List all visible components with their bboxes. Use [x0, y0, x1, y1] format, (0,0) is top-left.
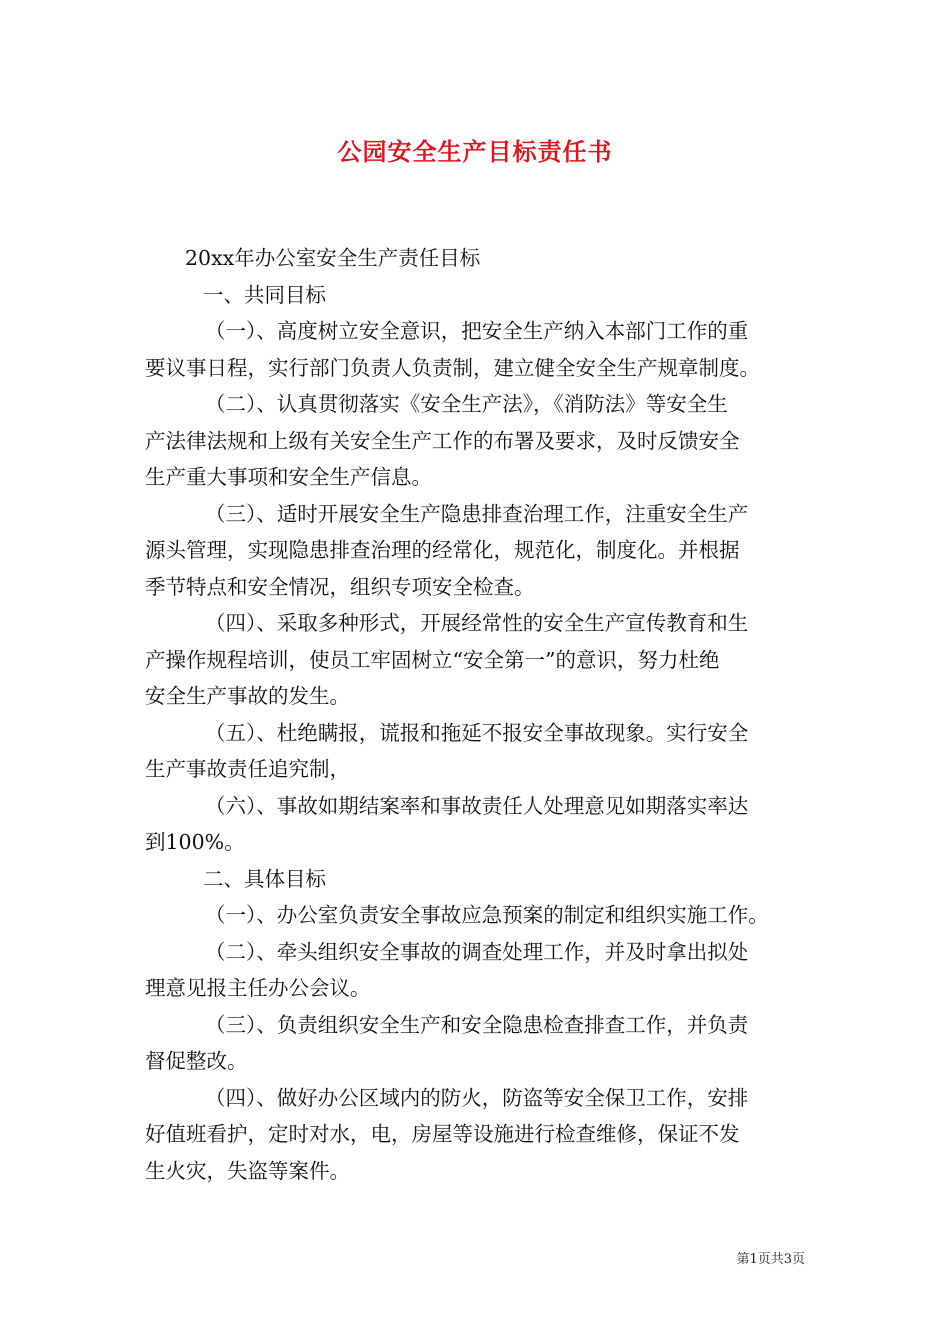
paragraph-line: 生产事故责任追究制， [145, 757, 350, 781]
document-title: 公园安全生产目标责任书 [337, 137, 613, 166]
paragraph-line: （四）、做好办公区域内的防火，防盗等安全保卫工作，安排 [205, 1085, 749, 1110]
section-heading: 二、具体目标 [203, 866, 326, 891]
subtitle: 20xx年办公室安全生产责任目标 [185, 246, 481, 270]
paragraph-line: （三）、适时开展安全生产隐患排查治理工作，注重安全生产 [205, 501, 749, 526]
paragraph-line: （五）、杜绝瞒报，谎报和拖延不报安全事故现象。实行安全 [205, 720, 749, 745]
paragraph-line: 督促整改。 [145, 1049, 248, 1073]
paragraph-line: （三）、负责组织安全生产和安全隐患检查排查工作，并负责 [205, 1012, 749, 1037]
paragraph-line: 产操作规程培训，使员工牢固树立“安全第一”的意识，努力杜绝 [145, 647, 720, 672]
paragraph-line: （六）、事故如期结案率和事故责任人处理意见如期落实率达 [205, 793, 749, 818]
paragraph-line: 源头管理，实现隐患排查治理的经常化，规范化，制度化。并根据 [145, 538, 740, 562]
paragraph-line: 生产重大事项和安全生产信息。 [145, 465, 432, 489]
paragraph-line: 要议事日程，实行部门负责人负责制，建立健全安全生产规章制度。 [145, 355, 760, 380]
paragraph-line: （二）、认真贯彻落实《安全生产法》，《消防法》等安全生 [205, 392, 728, 416]
paragraph-line: （二）、牵头组织安全事故的调查处理工作，并及时拿出拟处 [205, 939, 749, 964]
paragraph-line: 好值班看护，定时对水，电，房屋等设施进行检查维修，保证不发 [145, 1122, 740, 1146]
paragraph-line: 到100%。 [145, 830, 245, 854]
paragraph-line: 生火灾，失盗等案件。 [145, 1158, 350, 1183]
paragraph-line: （四）、采取多种形式，开展经常性的安全生产宣传教育和生 [205, 611, 749, 635]
paragraph-line: 理意见报主任办公会议。 [145, 976, 371, 1000]
document-body [145, 240, 813, 1189]
page-number: 第1页共3页 [736, 1252, 805, 1267]
paragraph-line: 产法律法规和上级有关安全生产工作的布署及要求，及时反馈安全 [145, 428, 740, 453]
paragraph-line: （一）、办公室负责安全事故应急预案的制定和组织实施工作。 [205, 903, 769, 927]
paragraph-line: 安全生产事故的发生。 [145, 684, 350, 708]
paragraph-line: （一）、高度树立安全意识，把安全生产纳入本部门工作的重 [205, 319, 749, 343]
section-heading: 一、共同目标 [203, 282, 326, 307]
paragraph-line: 季节特点和安全情况，组织专项安全检查。 [145, 574, 535, 599]
